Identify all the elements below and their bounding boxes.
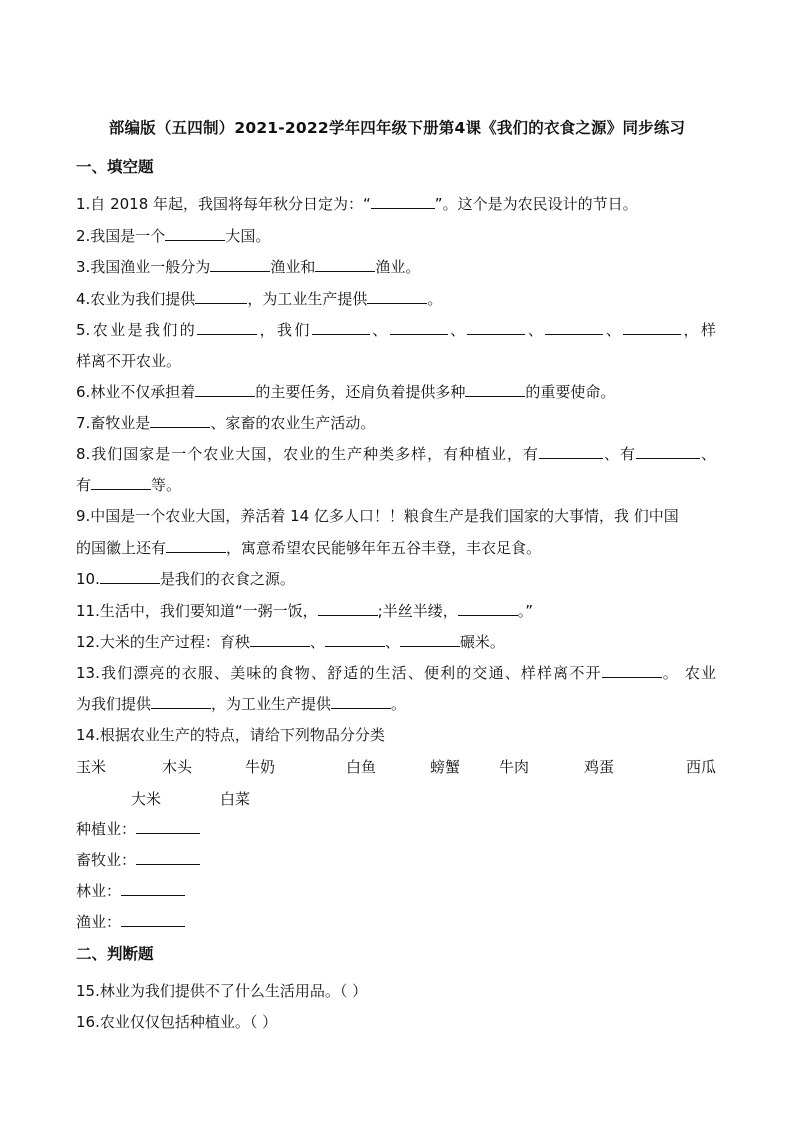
question-13: 13.我们漂亮的衣服、美味的食物、舒适的生活、便利的交通、样样离不开 。 农业: [76, 664, 716, 682]
answer-blank[interactable]: [458, 601, 518, 616]
item-word: 玉米: [76, 758, 107, 776]
question-14: 14.根据农业生产的特点，请给下列物品分分类: [76, 726, 385, 744]
question-3: 3.我国渔业一般分为 渔业和 渔业。: [76, 258, 421, 276]
question-8-cont: 有 等。: [76, 476, 182, 494]
item-word: 螃蟹: [430, 758, 461, 776]
question-1: 1.自 2018 年起，我国将每年秋分日定为：“ ”。这个是为农民设计的节日。: [76, 195, 638, 213]
answer-blank[interactable]: [325, 632, 385, 647]
answer-blank[interactable]: [312, 320, 370, 335]
answer-blank[interactable]: [250, 632, 310, 647]
question-2: 2.我国是一个 大国。: [76, 227, 271, 245]
answer-blank[interactable]: [371, 194, 435, 209]
question-10: 10. 是我们的衣食之源。: [76, 570, 295, 588]
item-word: 大米: [131, 790, 162, 808]
question-9-cont: 的国徽上还有 ，寓意希望农民能够年年五谷丰登，丰衣足食。: [76, 539, 542, 557]
answer-blank[interactable]: [545, 320, 603, 335]
item-word: 牛奶: [245, 758, 276, 776]
section-fill-blank: 一、填空题: [76, 158, 154, 176]
item-word: 牛肉: [499, 758, 530, 776]
question-12: 12.大米的生产过程：育秧 、 、 碾米。: [76, 633, 505, 651]
answer-blank[interactable]: [121, 881, 185, 896]
question-6: 6.林业不仅承担着 的主要任务，还肩负着提供多种 的重要使命。: [76, 383, 616, 401]
answer-blank[interactable]: [465, 382, 525, 397]
item-word: 西瓜: [686, 758, 717, 776]
item-word: 木头: [162, 758, 193, 776]
answer-blank[interactable]: [166, 538, 226, 553]
question-7: 7.畜牧业是 、家畜的农业生产活动。: [76, 414, 376, 432]
category-forestry: 林业：: [76, 881, 716, 901]
answer-blank[interactable]: [315, 257, 375, 272]
category-animal-husbandry: 畜牧业：: [76, 850, 716, 870]
answer-blank[interactable]: [136, 850, 200, 865]
answer-blank[interactable]: [210, 257, 270, 272]
answer-blank[interactable]: [197, 320, 257, 335]
question-9: 9.中国是一个农业大国，养活着 14 亿多人口！！粮食生产是我们国家的大事情，我 们中国: [76, 507, 679, 525]
question-4: 4.农业为我们提供 ，为工业生产提供 。: [76, 290, 443, 308]
item-word: 白鱼: [346, 758, 377, 776]
answer-blank[interactable]: [91, 475, 151, 490]
answer-blank[interactable]: [151, 694, 211, 709]
category-fishery: 渔业：: [76, 912, 716, 932]
answer-blank[interactable]: [195, 382, 255, 397]
answer-blank[interactable]: [390, 320, 448, 335]
answer-blank[interactable]: [602, 663, 662, 678]
answer-blank[interactable]: [331, 694, 391, 709]
answer-blank[interactable]: [165, 226, 225, 241]
answer-blank[interactable]: [467, 320, 525, 335]
item-word: 鸡蛋: [584, 758, 615, 776]
question-11: 11.生活中，我们要知道“一粥一饭， ;半丝半缕， 。”: [76, 602, 533, 620]
question-15[interactable]: 15.林业为我们提供不了什么生活用品。（ ）: [76, 982, 368, 1000]
answer-blank[interactable]: [623, 320, 681, 335]
answer-blank[interactable]: [318, 601, 378, 616]
answer-blank[interactable]: [100, 569, 160, 584]
question-5-cont: 样离不开农业。: [76, 352, 182, 370]
answer-blank[interactable]: [636, 444, 700, 459]
question-5: 5.农业是我们的 ，我们 、 、 、 、 ，样: [76, 321, 716, 339]
answer-blank[interactable]: [367, 289, 427, 304]
answer-blank[interactable]: [539, 444, 603, 459]
answer-blank[interactable]: [195, 289, 247, 304]
answer-blank[interactable]: [400, 632, 460, 647]
question-16[interactable]: 16.农业仅仅包括种植业。（ ）: [76, 1013, 278, 1031]
section-true-false: 二、判断题: [76, 945, 154, 963]
category-planting: 种植业：: [76, 819, 716, 839]
question-8: 8.我们国家是一个农业大国，农业的生产种类多样，有种植业，有 、有 、: [76, 445, 716, 463]
answer-blank[interactable]: [136, 819, 200, 834]
question-13-cont: 为我们提供 ，为工业生产提供 。: [76, 695, 407, 713]
page-title: 部编版（五四制）2021-2022学年四年级下册第4课《我们的衣食之源》同步练习: [108, 119, 686, 137]
item-word: 白菜: [220, 790, 251, 808]
answer-blank[interactable]: [121, 912, 185, 927]
answer-blank[interactable]: [150, 413, 210, 428]
